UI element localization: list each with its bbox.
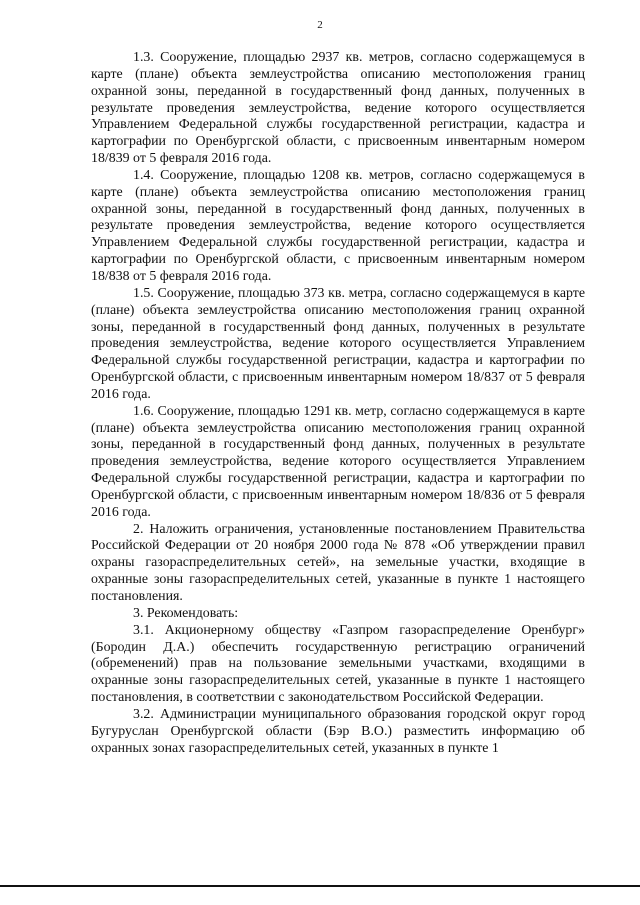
- paragraph-1-6: 1.6. Сооружение, площадью 1291 кв. метр, согласно содержащемуся в карте (плане) объекта землеустройства описанию местоположения границ охранной зоны, переданной в государственный фонд данных, полученных в результате проведения землеустройства, ведение которого осуществляется Управлением Федеральной службы государственной регистрации, кадастра и картографии по Оренбургской области, с присвоенным инвентарным номером 18/836 от 5 февраля 2016 года.: [91, 403, 585, 520]
- paragraph-3-1: 3.1. Акционерному обществу «Газпром газораспределение Оренбург» (Бородин Д.А.) обеспечить государственную регистрацию ограничений (обременений) прав на пользование земельными участками, входящими в охранные зоны газораспределительных сетей, указанные в пункте 1 настоящего постановления, в соответствии с законодательством Российской Федерации.: [91, 622, 585, 706]
- document-body: [91, 50, 585, 757]
- page-number: 2: [317, 19, 323, 31]
- bottom-divider: [0, 885, 640, 887]
- paragraph-1-5: 1.5. Сооружение, площадью 373 кв. метра, согласно содержащемуся в карте (плане) объекта землеустройства описанию местоположения границ охранной зоны, переданной в государственный фонд данных, полученных в результате проведения землеустройства, ведение которого осуществляется Управлением Федеральной службы государственной регистрации, кадастра и картографии по Оренбургской области, с присвоенным инвентарным номером 18/837 от 5 февраля 2016 года.: [91, 285, 585, 402]
- paragraph-2: 2. Наложить ограничения, установленные постановлением Правительства Российской Федерации от 20 ноября 2000 года № 878 «Об утверждении правил охраны газораспределительных сетей», на земельные участки, входящие в охранные зоны газораспределительных сетей, указанные в пункте 1 настоящего постановления.: [91, 521, 585, 604]
- paragraph-3-2: 3.2. Администрации муниципального образования городской округ город Бугуруслан Оренбургской области (Бэр В.О.) разместить информацию об охранных зонах газораспределительных сетей, указанных в пункте 1: [91, 706, 585, 756]
- paragraph-1-4: 1.4. Сооружение, площадью 1208 кв. метров, согласно содержащемуся в карте (плане) объекта землеустройства описанию местоположения границ охранной зоны, переданной в государственный фонд данных, полученных в результате проведения землеустройства, ведение которого осуществляется Управлением Федеральной службы государственной регистрации, кадастра и картографии по Оренбургской области, с присвоенным инвентарным номером 18/838 от 5 февраля 2016 года.: [91, 167, 585, 284]
- paragraph-1-3: 1.3. Сооружение, площадью 2937 кв. метров, согласно содержащемуся в карте (плане) объекта землеустройства описанию местоположения границ охранной зоны, переданной в государственный фонд данных, полученных в результате проведения землеустройства, ведение которого осуществляется Управлением Федеральной службы государственной регистрации, кадастра и картографии по Оренбургской области, с присвоенным инвентарным номером 18/839 от 5 февраля 2016 года.: [91, 50, 585, 167]
- paragraph-3: 3. Рекомендовать:: [133, 605, 239, 621]
